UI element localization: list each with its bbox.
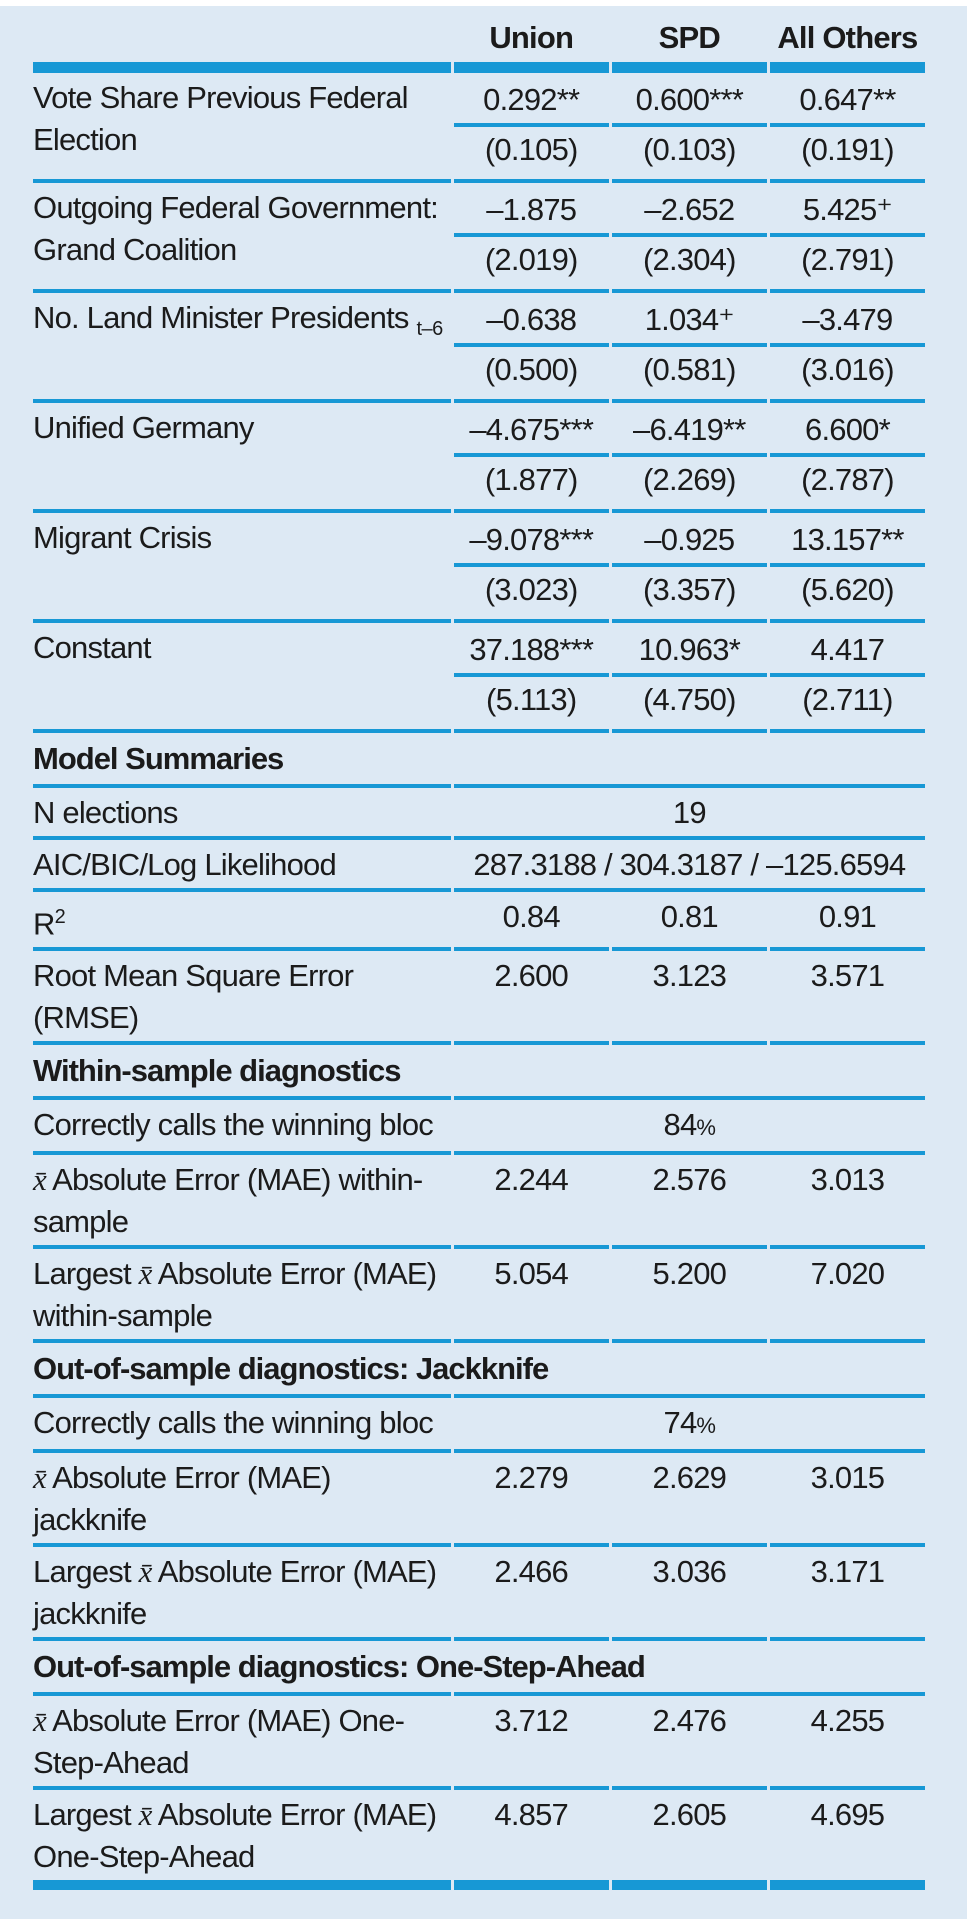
xbar-symbol: x̄ [138, 1797, 152, 1833]
value-cell: 5.054 [454, 1249, 609, 1343]
value-cell: 0.91 [770, 892, 925, 951]
coef-cell: 0.647** [770, 73, 925, 127]
coef-cell: 37.188*** [454, 623, 609, 677]
summary-row [33, 788, 925, 840]
row-label-text: Migrant Crisis [33, 520, 212, 555]
value-cell: 4.255 [770, 1696, 925, 1790]
summary-row [33, 1249, 925, 1343]
row-label [33, 1547, 451, 1641]
summary-row [33, 1547, 925, 1641]
value-cell: 287.3188 / 304.3187 / –125.6594 [454, 840, 925, 892]
summary-row [33, 1453, 925, 1547]
value-cell: 2.576 [612, 1155, 767, 1249]
coef-row [33, 513, 925, 567]
coef-cell: –0.638 [454, 293, 609, 347]
percentage-value: 74 [663, 1405, 697, 1441]
se-cell: (5.620) [770, 567, 925, 623]
row-label-text: Absolute Error (MAE) within-sample [33, 1256, 437, 1334]
se-cell: (2.269) [612, 457, 767, 513]
summary-row [33, 892, 925, 951]
coef-cell: –9.078*** [454, 513, 609, 567]
value-cell: 2.476 [612, 1696, 767, 1790]
summary-row [33, 1696, 925, 1790]
value-cell: 3.171 [770, 1547, 925, 1641]
se-cell: (0.105) [454, 127, 609, 183]
row-label-subscript: t–6 [416, 318, 443, 341]
row-label [33, 892, 451, 951]
row-label-text: No. Land Minister Presidents [33, 300, 409, 335]
row-label: AIC/BIC/Log Likelihood [33, 840, 451, 892]
section-title-model-summaries: Model Summaries [33, 733, 451, 788]
table-panel [0, 6, 967, 1919]
se-cell: (2.791) [770, 237, 925, 293]
coef-row [33, 293, 925, 347]
coef-cell: 0.292** [454, 73, 609, 127]
coef-cell: –3.479 [770, 293, 925, 347]
row-label [33, 1453, 451, 1547]
row-label-text: Absolute Error (MAE) jackknife [33, 1554, 437, 1632]
value-cell: 5.200 [612, 1249, 767, 1343]
row-label-text: Absolute Error (MAE) within-sample [33, 1162, 423, 1240]
se-cell: (2.711) [770, 677, 925, 733]
value-cell: 2.605 [612, 1790, 767, 1890]
row-label-prefix: Largest [33, 1554, 139, 1590]
coef-cell: 5.425⁺ [770, 183, 925, 237]
section-spacer [454, 1045, 925, 1100]
header-spacer [33, 12, 451, 73]
value-cell: 3.712 [454, 1696, 609, 1790]
value-cell: 2.466 [454, 1547, 609, 1641]
value-cell: 2.600 [454, 951, 609, 1045]
row-label: N elections [33, 788, 451, 840]
column-header-spd: SPD [612, 12, 767, 73]
se-cell: (2.304) [612, 237, 767, 293]
section-title-jackknife: Out-of-sample diagnostics: Jackknife [33, 1343, 451, 1398]
section-row [33, 1045, 925, 1100]
header-row [33, 12, 925, 73]
row-label-prefix: Largest [33, 1797, 139, 1833]
se-cell: (2.019) [454, 237, 609, 293]
value-cell: 3.571 [770, 951, 925, 1045]
section-spacer [454, 733, 925, 788]
section-row [33, 733, 925, 788]
row-label [33, 73, 451, 183]
coef-row [33, 623, 925, 677]
value-cell: 2.629 [612, 1453, 767, 1547]
summary-row [33, 951, 925, 1045]
se-cell: (0.103) [612, 127, 767, 183]
row-label [33, 1155, 451, 1249]
row-label [33, 293, 451, 403]
se-cell: (3.357) [612, 567, 767, 623]
summary-row [33, 1398, 925, 1453]
row-label-prefix: Largest [33, 1256, 139, 1292]
value-cell: 2.244 [454, 1155, 609, 1249]
column-header-all-others: All Others [770, 12, 925, 73]
section-row [33, 1641, 925, 1696]
r-squared-base: R [33, 906, 55, 942]
value-cell [454, 1398, 925, 1453]
percent-sign: % [696, 1115, 716, 1141]
column-header-union: Union [454, 12, 609, 73]
value-cell: 4.695 [770, 1790, 925, 1890]
coef-cell: –6.419** [612, 403, 767, 457]
xbar-symbol: x̄ [138, 1256, 152, 1292]
coef-cell: 13.157** [770, 513, 925, 567]
summary-row [33, 840, 925, 892]
row-label [33, 1790, 451, 1890]
percentage-value: 84 [663, 1107, 697, 1143]
coef-cell: –4.675*** [454, 403, 609, 457]
coef-cell: 0.600*** [612, 73, 767, 127]
row-label-text: Unified Germany [33, 410, 254, 445]
coef-row [33, 183, 925, 237]
row-label [33, 183, 451, 293]
section-title-one-step-ahead: Out-of-sample diagnostics: One-Step-Ahead [33, 1641, 451, 1696]
value-cell: 4.857 [454, 1790, 609, 1890]
coef-cell: 4.417 [770, 623, 925, 677]
xbar-symbol: x̄ [33, 1460, 46, 1496]
r-squared-exponent: 2 [54, 906, 66, 928]
coef-cell: –0.925 [612, 513, 767, 567]
xbar-symbol: x̄ [33, 1162, 46, 1198]
row-label-text: Absolute Error (MAE) One-Step-Ahead [33, 1703, 405, 1781]
row-label [33, 1696, 451, 1790]
se-cell: (3.016) [770, 347, 925, 403]
value-cell: 0.84 [454, 892, 609, 951]
se-cell: (0.581) [612, 347, 767, 403]
coef-row [33, 73, 925, 127]
se-cell: (1.877) [454, 457, 609, 513]
coef-cell: –2.652 [612, 183, 767, 237]
value-cell: 3.013 [770, 1155, 925, 1249]
row-label-text: Vote Share Previous Federal Election [33, 80, 408, 157]
row-label [33, 513, 451, 623]
value-cell: 0.81 [612, 892, 767, 951]
row-label-text: Absolute Error (MAE) jackknife [33, 1460, 331, 1538]
section-row [33, 1343, 925, 1398]
regression-table [30, 12, 928, 1890]
percent-sign: % [696, 1413, 716, 1439]
coef-cell: 1.034⁺ [612, 293, 767, 347]
row-label: Root Mean Square Error (RMSE) [33, 951, 451, 1045]
se-cell: (0.191) [770, 127, 925, 183]
coef-row [33, 403, 925, 457]
xbar-symbol: x̄ [33, 1703, 46, 1739]
xbar-symbol: x̄ [138, 1554, 152, 1590]
value-cell: 3.015 [770, 1453, 925, 1547]
value-cell: 7.020 [770, 1249, 925, 1343]
summary-row [33, 1790, 925, 1890]
section-title-within-sample: Within-sample diagnostics [33, 1045, 451, 1100]
value-cell: 2.279 [454, 1453, 609, 1547]
se-cell: (4.750) [612, 677, 767, 733]
row-label: Correctly calls the winning bloc [33, 1100, 451, 1155]
value-cell [454, 1100, 925, 1155]
row-label-text: Constant [33, 630, 151, 665]
coef-cell: –1.875 [454, 183, 609, 237]
se-cell: (5.113) [454, 677, 609, 733]
value-cell: 19 [454, 788, 925, 840]
summary-row [33, 1100, 925, 1155]
coef-cell: 10.963* [612, 623, 767, 677]
value-cell: 3.123 [612, 951, 767, 1045]
row-label: Correctly calls the winning bloc [33, 1398, 451, 1453]
coef-cell: 6.600* [770, 403, 925, 457]
row-label [33, 403, 451, 513]
summary-row [33, 1155, 925, 1249]
row-label-text: Outgoing Federal Government: Grand Coalition [33, 190, 438, 267]
se-cell: (2.787) [770, 457, 925, 513]
row-label [33, 623, 451, 733]
se-cell: (3.023) [454, 567, 609, 623]
se-cell: (0.500) [454, 347, 609, 403]
row-label-text: Absolute Error (MAE) One-Step-Ahead [33, 1797, 437, 1875]
row-label [33, 1249, 451, 1343]
value-cell: 3.036 [612, 1547, 767, 1641]
